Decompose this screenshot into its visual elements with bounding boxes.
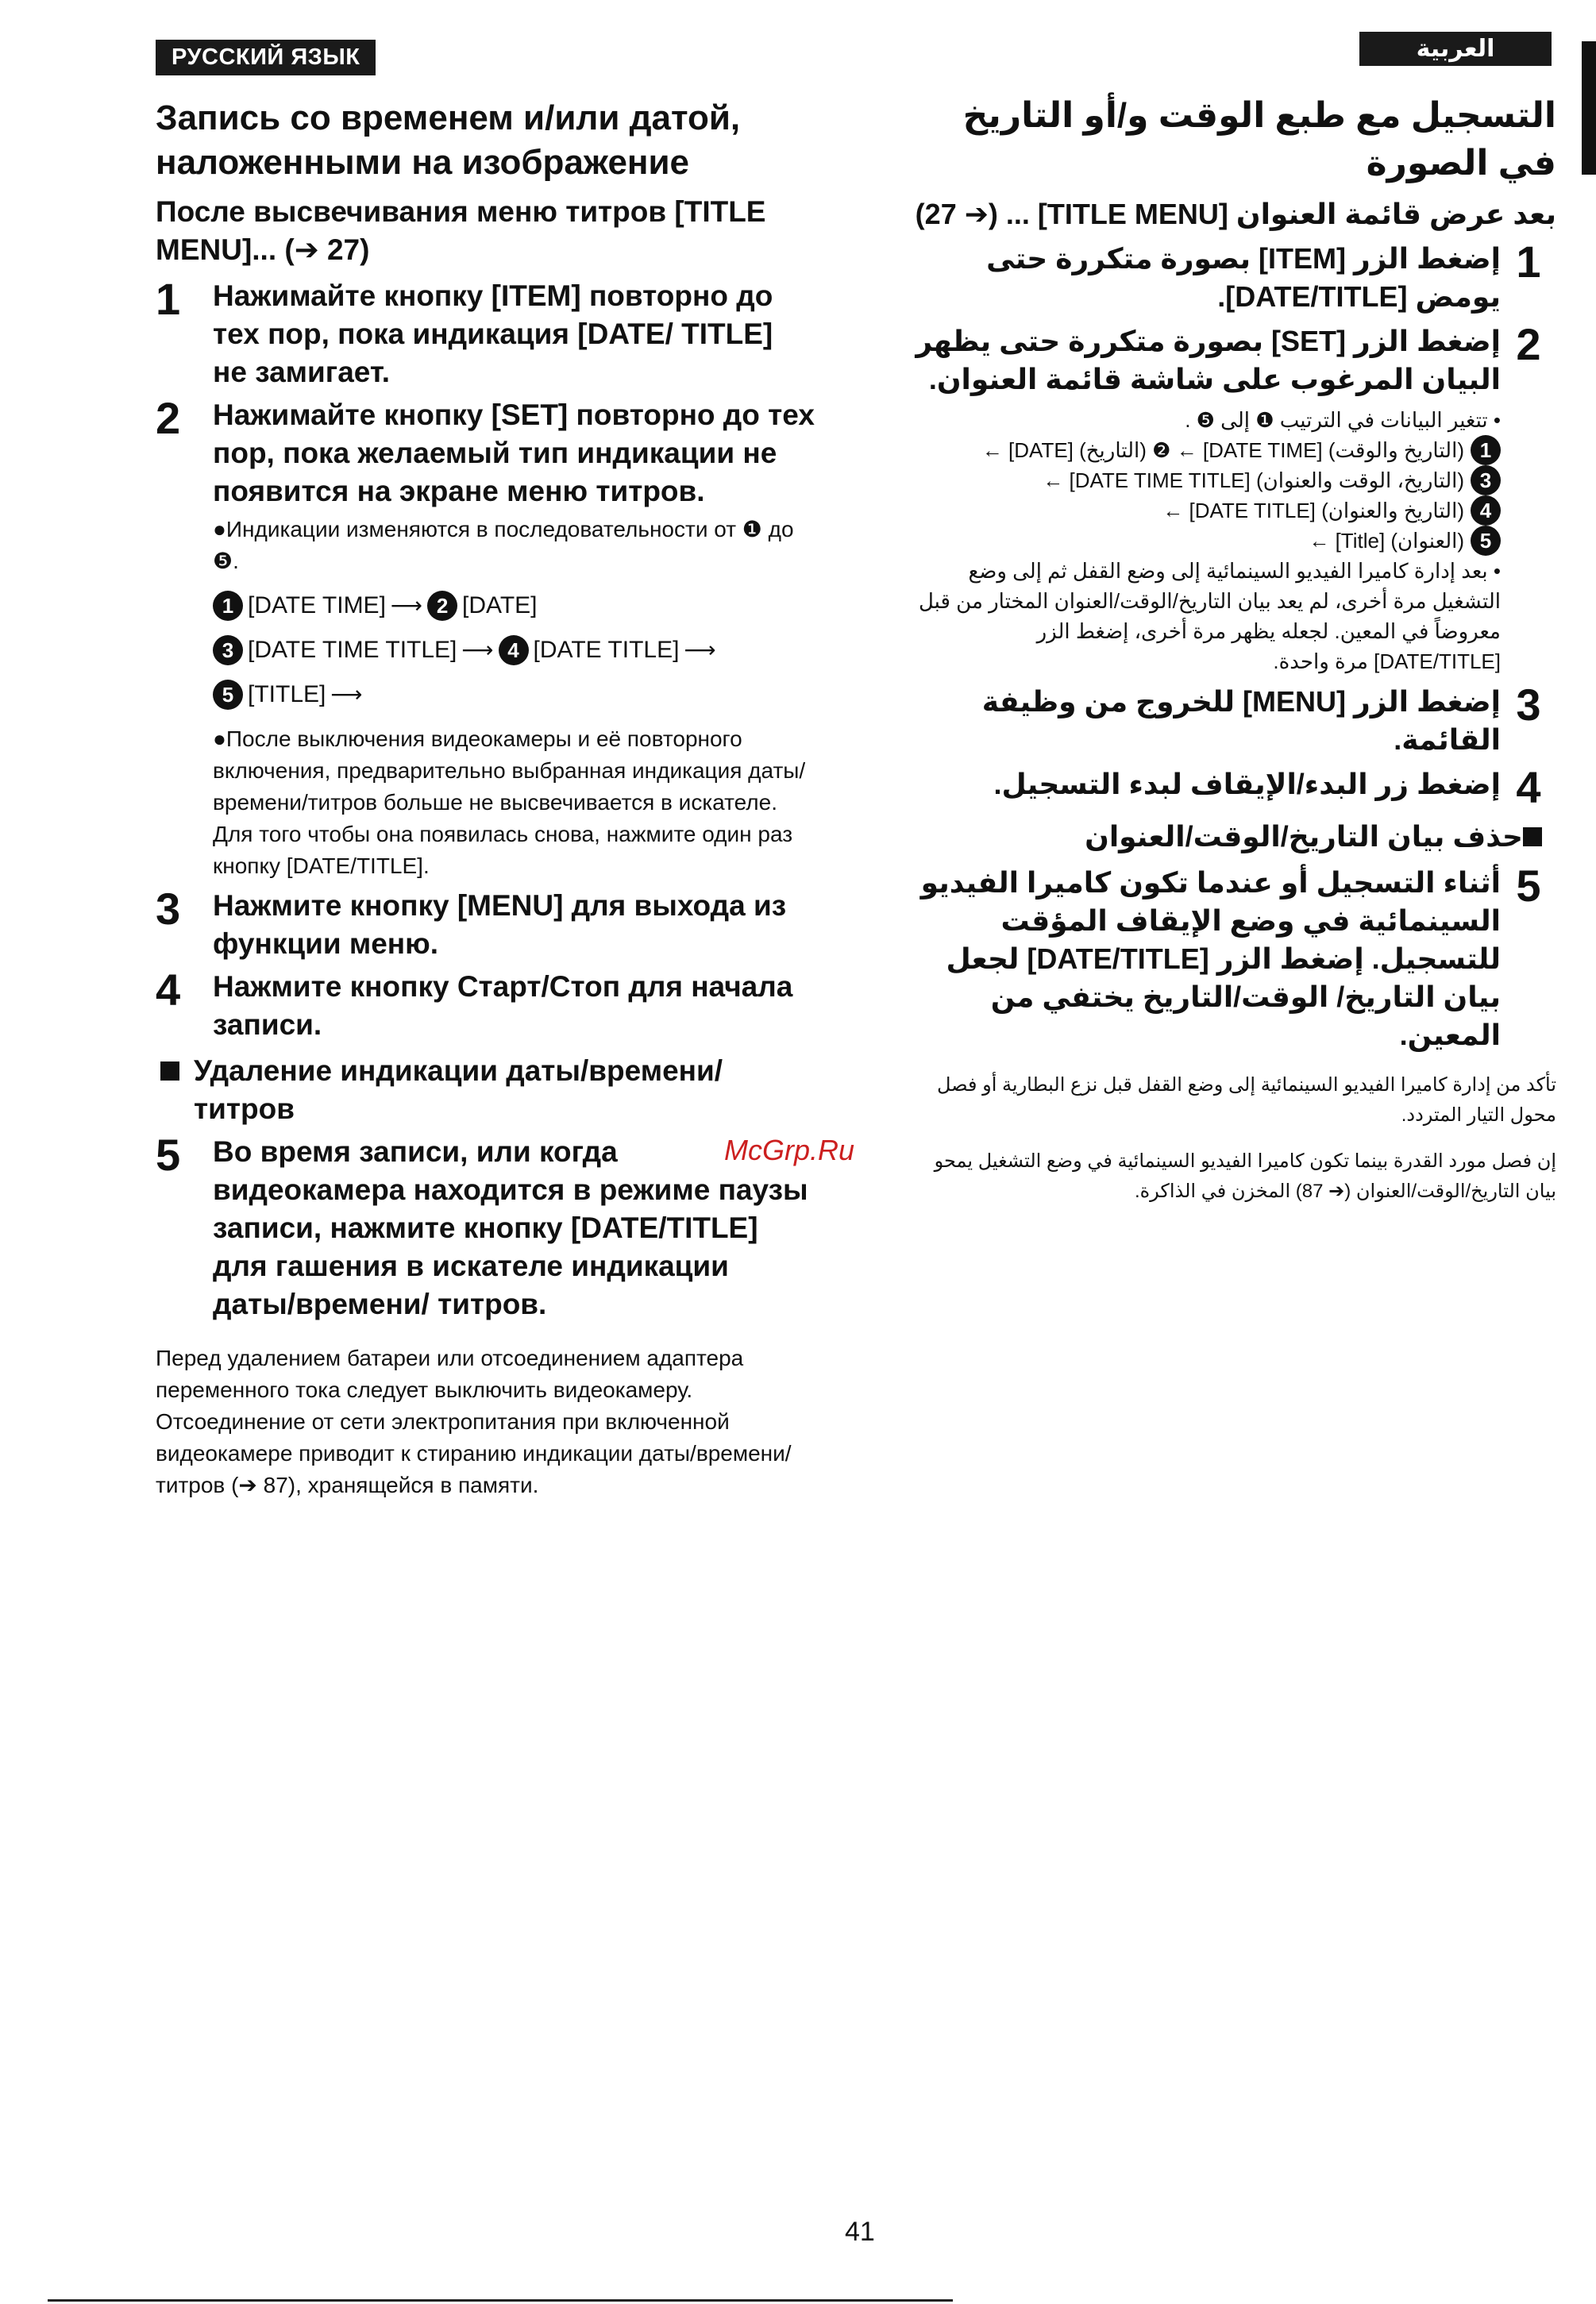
russian-language-tab: РУССКИЙ ЯЗЫК	[156, 40, 376, 75]
ar-step-4	[913, 762, 1556, 812]
arabic-subtitle: بعد عرض قائمة العنوان [TITLE MENU] ... (➔ 27)	[915, 198, 1556, 230]
step-text: Нажимайте кнопку [ITEM] повторно до тех пор, пока индикация [DATE/ TITLE] не замигает.	[213, 279, 773, 388]
ru-bullet-sequence-note: ●Индикации изменяются в последовательности от ❶ до ❺.	[213, 517, 794, 573]
square-bullet-icon	[1523, 827, 1542, 846]
circled-number-1: 1	[213, 591, 243, 621]
seq-date-title: [DATE TITLE]	[533, 637, 680, 663]
step-number: 1	[156, 274, 181, 324]
watermark: McGrp.Ru	[724, 1134, 855, 1166]
step-number: 3	[156, 884, 181, 934]
ar-seq-line-1	[913, 435, 1501, 465]
page-number: 41	[845, 2217, 875, 2247]
circled-number-3: 3	[213, 635, 243, 665]
bottom-rule	[48, 2299, 953, 2302]
circled-number-4: 4	[499, 635, 529, 665]
section-text: حذف بيان التاريخ/الوقت/العنوان	[1085, 820, 1523, 853]
ar-note-1: تأكد من إدارة كاميرا الفيديو السينمائية إلى وضع القفل قبل نزع البطارية أو فصل محول التيار المتردد.	[936, 1074, 1556, 1126]
ar-bullet-power-note: • بعد إدارة كاميرا الفيديو السينمائية إلى وضع القفل ثم إلى وضع التشغيل مرة أخرى، لم يعد بيان التاريخ/الوقت/العنوان المختار من قبل معروضاً في المعين. لجعله يظهر مرة أخرى، إضغط الزر [DATE/TITLE] مرة واحدة.	[918, 559, 1501, 673]
ar-section-heading	[913, 818, 1556, 856]
ar-seq-line-2	[913, 465, 1501, 495]
step-number: 4	[156, 965, 181, 1015]
arrow-right-icon: ⟶	[461, 638, 494, 662]
step-text: إضغط زر البدء/الإيقاف لبدء التسجيل.	[993, 768, 1501, 800]
ar-seq-line-3	[913, 495, 1501, 526]
square-bullet-icon	[160, 1061, 179, 1081]
ru-step-4	[156, 965, 815, 1044]
arabic-language-tab: العربية	[1359, 32, 1552, 66]
step-text: أثناء التسجيل أو عندما تكون كاميرا الفيديو السينمائية في وضع الإيقاف المؤقت للتسجيل. إضغط الزر [DATE/TITLE] لجعل بيان التاريخ/ الوقت/التاريخ يختفي من المعين.	[920, 866, 1501, 1051]
ru-battery-note: Перед удалением батареи или отсоединением адаптера переменного тока следует выключить видеокамеру. Отсоединение от сети электропитания при включенной видеокамере приводит к стиранию индикации даты/времени/титров (➔ 87), хранящейся в памяти.	[156, 1346, 792, 1497]
russian-column	[156, 40, 815, 1501]
arrow-right-icon: ⟶	[390, 593, 423, 618]
ru-step-2	[156, 393, 815, 511]
circled-number-5: 5	[213, 680, 243, 710]
ru-step-1	[156, 274, 815, 391]
ar-bullet-sequence-note: • تتغير البيانات في الترتيب ❶ إلى ❺ .	[1185, 408, 1501, 432]
ru-step-3	[156, 884, 815, 963]
step-text: Нажмите кнопку [MENU] для выхода из функции меню.	[213, 889, 787, 960]
seq-text: (العنوان) [Title] ←	[1309, 529, 1464, 553]
step-number: 5	[156, 1130, 181, 1180]
seq-date-time-title: [DATE TIME TITLE]	[248, 637, 457, 663]
russian-title: Запись со временем и/или датой, наложенными на изображение	[156, 98, 741, 182]
arrow-right-icon: ⟶	[330, 682, 363, 707]
circled-number-3: 3	[1471, 465, 1501, 495]
seq-text: (التاريخ والوقت) [DATE TIME] ← ❷ (التاريخ) [DATE] ←	[981, 438, 1464, 462]
step-text: إضغط الزر [ITEM] بصورة متكررة حتى يومض [DATE/TITLE].	[986, 242, 1501, 313]
step-number: 5	[1516, 861, 1541, 911]
ru-step-5	[156, 1130, 815, 1323]
step-text: إضغط الزر [SET] بصورة متكررة حتى يظهر البيان المرغوب على شاشة قائمة العنوان.	[916, 325, 1501, 395]
ru-sequence-line-1	[213, 590, 815, 622]
seq-date-time: [DATE TIME]	[248, 592, 386, 618]
section-text: Удаление индикации даты/времени/ титров	[194, 1054, 723, 1125]
arabic-column	[913, 32, 1556, 1207]
ru-bullet-power-note: ●После выключения видеокамеры и её повторного включения, предварительно выбранная индикация даты/времени/титров больше не высвечивается в искателе. Для того чтобы она появилась снова, нажмите один раз кнопку [DATE/TITLE].	[213, 726, 806, 878]
edge-marker	[1582, 41, 1596, 175]
step-text: Нажмите кнопку Старт/Стоп для начала записи.	[213, 970, 793, 1041]
russian-subtitle: После высвечивания меню титров [TITLE MENU]... (➔ 27)	[156, 195, 766, 266]
step-text: إضغط الزر [MENU] للخروج من وظيفة القائمة.	[981, 685, 1501, 756]
step-number: 4	[1516, 762, 1541, 812]
ar-step-2	[913, 319, 1556, 399]
step-number: 2	[156, 393, 181, 443]
circled-number-5: 5	[1471, 526, 1501, 556]
ru-sequence-line-2	[213, 634, 815, 666]
step-text: Нажимайте кнопку [SET] повторно до тех пор, пока желаемый тип индикации не появится на экране меню титров.	[213, 399, 815, 507]
ru-sequence-line-3	[213, 679, 815, 711]
circled-number-2: 2	[427, 591, 457, 621]
seq-date: [DATE]	[462, 592, 538, 618]
seq-text: (التاريخ، الوقت والعنوان) [DATE TIME TITLE] ←	[1043, 468, 1464, 492]
ar-seq-line-4	[913, 526, 1501, 556]
seq-text: (التاريخ والعنوان) [DATE TITLE] ←	[1162, 499, 1464, 522]
circled-number-1: 1	[1471, 435, 1501, 465]
arrow-right-icon: ⟶	[684, 638, 716, 662]
step-number: 3	[1516, 680, 1541, 730]
arabic-title: التسجيل مع طبع الوقت و/أو التاريخ في الصورة	[962, 96, 1556, 183]
step-number: 1	[1516, 237, 1541, 287]
ar-step-1	[913, 237, 1556, 316]
step-number: 2	[1516, 319, 1541, 369]
ar-step-3	[913, 680, 1556, 759]
ru-section-heading	[156, 1052, 815, 1128]
ar-note-2: إن فصل مورد القدرة بينما تكون كاميرا الفيديو السينمائية في وضع التشغيل يمحو بيان التاريخ/الوقت/العنوان (➔ 87) المخزن في الذاكرة.	[934, 1150, 1556, 1202]
circled-number-4: 4	[1471, 495, 1501, 526]
ar-step-5	[913, 861, 1556, 1054]
seq-title: [TITLE]	[248, 681, 326, 707]
step-text: Во время записи, или когда видеокамера находится в режиме паузы записи, нажмите кнопку [DATE/TITLE] для гашения в искателе индикации даты/времени/ титров.	[213, 1135, 808, 1320]
